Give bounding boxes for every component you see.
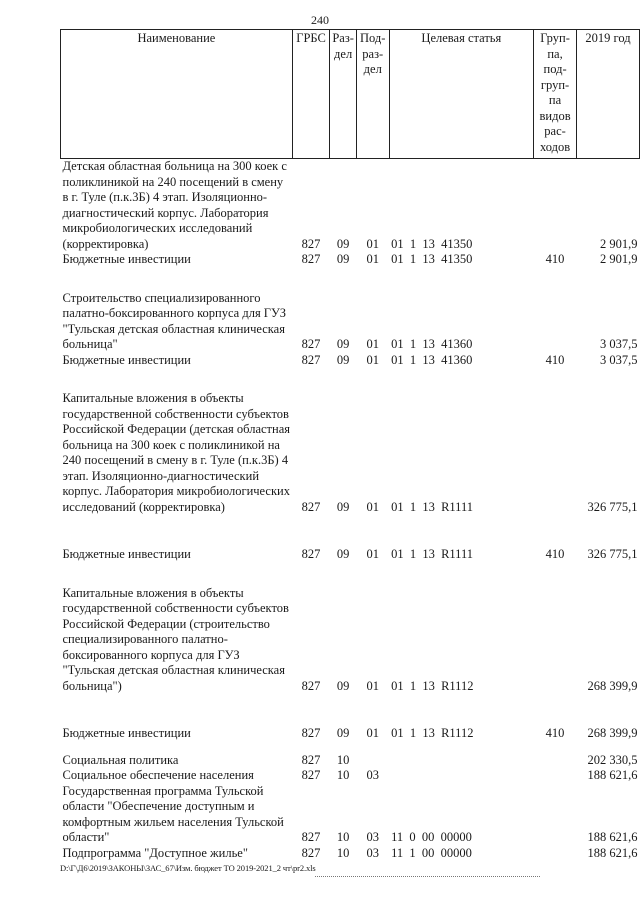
- row-grbs: 827: [301, 337, 321, 351]
- row-podrazdel: 01: [366, 252, 379, 266]
- row-podrazdel: 03: [366, 830, 379, 844]
- row-target: [389, 753, 534, 769]
- page-number: 240: [311, 13, 329, 27]
- row-amount: 268 399,9: [587, 726, 638, 740]
- row-razdel: 09: [336, 678, 350, 693]
- row-podrazdel: 01: [366, 726, 379, 740]
- row-group: 410: [545, 352, 565, 367]
- row-name: Социальное обеспечение населения: [62, 768, 254, 782]
- row-razdel: 09: [336, 547, 350, 561]
- row-amount: 188 621,6: [587, 845, 638, 860]
- row-name: Бюджетные инвестиции: [62, 352, 191, 367]
- header-target: Целевая статья: [389, 30, 534, 159]
- row-target: 01 1 13 R1111: [391, 547, 474, 561]
- row-amount: 326 775,1: [587, 499, 638, 514]
- table-row: [61, 547, 640, 563]
- row-grbs: 827: [301, 678, 321, 693]
- row-target: 01 1 13 41360: [391, 337, 473, 351]
- table-row: [61, 726, 640, 742]
- table-row: [61, 252, 640, 268]
- table-row: [61, 768, 640, 784]
- row-grbs: 827: [301, 845, 321, 860]
- table-row: [61, 159, 640, 253]
- table-row: [61, 291, 640, 353]
- row-amount: 326 775,1: [587, 547, 638, 561]
- row-amount: 3 037,5: [600, 337, 638, 351]
- row-razdel: 10: [336, 830, 350, 844]
- header-grbs: ГРБС: [292, 30, 330, 159]
- row-name: Бюджетные инвестиции: [62, 726, 191, 740]
- footer-divider: [315, 876, 540, 877]
- header-group: Груп-па, под-груп-па видов рас-ходов: [534, 30, 577, 159]
- row-grbs: 827: [301, 236, 321, 251]
- row-name: Социальная политика: [62, 752, 179, 767]
- row-grbs: 827: [301, 726, 321, 740]
- row-group: [534, 586, 577, 695]
- table-header-row: [61, 30, 640, 159]
- row-name: Государственная программа Тульской области "Обеспечение доступным и комфортным жильем населения Тульской области": [62, 783, 284, 844]
- row-group: [534, 768, 577, 784]
- row-group: 410: [545, 547, 565, 561]
- row-podrazdel: 01: [366, 547, 379, 561]
- row-razdel: 09: [336, 337, 350, 351]
- row-group: [534, 291, 577, 353]
- row-amount: 2 901,9: [600, 252, 638, 266]
- row-razdel: 09: [336, 252, 350, 266]
- table-row: [61, 753, 640, 769]
- row-name: Подпрограмма "Доступное жилье": [62, 845, 248, 860]
- row-target: 01 1 13 R1112: [391, 726, 474, 740]
- row-group: [534, 784, 577, 846]
- row-podrazdel: 01: [366, 499, 379, 514]
- row-name: Бюджетные инвестиции: [62, 547, 191, 561]
- row-group: 410: [545, 252, 565, 266]
- row-group: 410: [545, 726, 565, 740]
- row-group: [534, 159, 577, 253]
- header-name: Наименование: [61, 30, 293, 159]
- row-razdel: 09: [336, 352, 350, 367]
- row-target: 11 0 00 00000: [391, 830, 472, 844]
- row-grbs: 827: [301, 547, 321, 561]
- table-row: [61, 586, 640, 695]
- row-name: Капитальные вложения в объекты государственной собственности субъектов Российской Федерации (детская областная больница на 300 коек с поликлиникой на 240 посещений в смену в г. Туле (п.к.3Б) 4 этап. Изоляционно-диагностический корпус. Лаборатория микробиологических исследований (корректировка): [62, 391, 291, 514]
- row-podrazdel: 01: [366, 236, 379, 251]
- row-razdel: 10: [336, 768, 350, 782]
- table-row: [61, 846, 640, 862]
- row-target: [389, 768, 534, 784]
- row-amount: 188 621,6: [587, 768, 638, 782]
- row-target: 11 1 00 00000: [391, 845, 472, 860]
- table-row: [61, 391, 640, 515]
- row-group: [534, 391, 577, 515]
- row-grbs: 827: [301, 252, 321, 266]
- row-name: Детская областная больница на 300 коек с поликлиникой на 240 посещений в смену в г. Туле (п.к.3Б) 4 этап. Изоляционно-диагностический корпус. Лаборатория микробиологических исследований (корректировка): [62, 159, 287, 251]
- row-name: Строительство специализированного палатно-боксированного корпуса для ГУЗ "Тульская детская областная клиническая больница": [62, 290, 286, 351]
- row-razdel: 10: [336, 845, 350, 860]
- row-name: Капитальные вложения в объекты государственной собственности субъектов Российской Федерации (строительство специализированного палатно-боксированного корпуса для ГУЗ "Тульская детская областная клиническая больница"): [62, 585, 289, 693]
- file-path-footer: D:\Г\Д6\2019\ЗАКОНЫ\ЗАС_67\Изм. бюджет ТО 2019-2021_2 чт\pr2.xls: [60, 863, 316, 873]
- budget-table: [60, 29, 640, 861]
- row-podrazdel: 01: [366, 678, 379, 693]
- row-grbs: 827: [301, 752, 321, 767]
- row-target: 01 1 13 41350: [391, 252, 473, 266]
- header-razdel: Раз-дел: [330, 30, 357, 159]
- row-grbs: 827: [301, 499, 321, 514]
- row-amount: 202 330,5: [587, 752, 638, 767]
- row-group: [534, 846, 577, 862]
- row-amount: 268 399,9: [587, 678, 638, 693]
- row-group: [534, 753, 577, 769]
- row-podrazdel: 01: [366, 352, 379, 367]
- table-row: [61, 353, 640, 369]
- row-target: 01 1 13 41360: [391, 352, 473, 367]
- row-grbs: 827: [301, 830, 321, 844]
- row-target: 01 1 13 41350: [391, 236, 473, 251]
- row-name: Бюджетные инвестиции: [62, 252, 191, 266]
- row-podrazdel: 01: [366, 337, 379, 351]
- row-razdel: 10: [336, 752, 350, 767]
- row-grbs: 827: [301, 352, 321, 367]
- header-podrazdel: Под-раз-дел: [356, 30, 389, 159]
- row-target: 01 1 13 R1112: [391, 678, 474, 693]
- table-row: [61, 784, 640, 846]
- row-podrazdel: 03: [366, 845, 379, 860]
- header-year: 2019 год: [577, 30, 640, 159]
- row-target: 01 1 13 R1111: [391, 499, 474, 514]
- row-razdel: 09: [336, 236, 350, 251]
- row-amount: 188 621,6: [587, 830, 638, 844]
- row-razdel: 09: [336, 726, 350, 740]
- row-razdel: 09: [336, 499, 350, 514]
- row-grbs: 827: [301, 768, 321, 782]
- row-amount: 2 901,9: [600, 236, 638, 251]
- row-amount: 3 037,5: [600, 352, 638, 367]
- row-podrazdel: [356, 753, 389, 769]
- row-podrazdel: 03: [366, 768, 379, 782]
